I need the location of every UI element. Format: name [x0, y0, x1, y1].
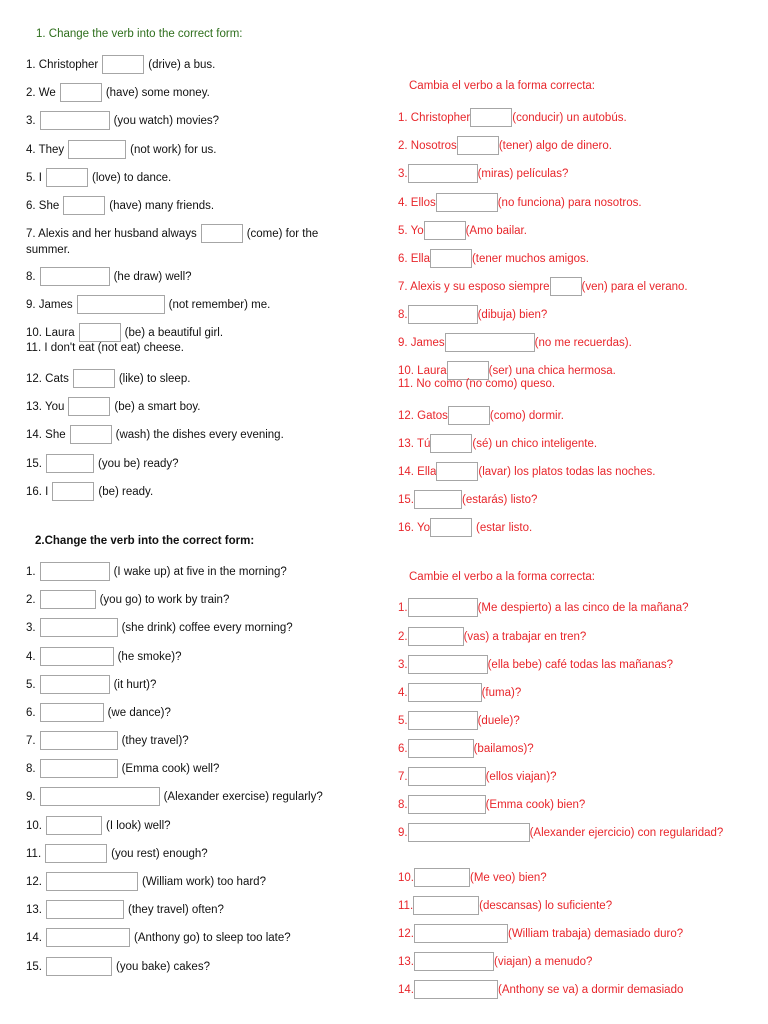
answer-input[interactable]	[40, 675, 110, 694]
answer-input[interactable]	[52, 482, 94, 501]
answer-input[interactable]	[40, 647, 114, 666]
exercise-item: 11. (descansas) lo suficiente?	[398, 896, 612, 915]
section2-heading: 2.Change the verb into the correct form:	[35, 535, 255, 547]
exercise-item: 8. (dibuja) bien?	[398, 305, 547, 324]
exercise-item: 3. (she drink) coffee every morning?	[26, 618, 293, 637]
exercise-item: 14. (Anthony se va) a dormir demasiado	[398, 980, 683, 999]
exercise-item: 5. I (love) to dance.	[26, 168, 171, 187]
exercise-item: 12. (William trabaja) demasiado duro?	[398, 924, 683, 943]
answer-input[interactable]	[40, 590, 96, 609]
answer-input[interactable]	[430, 518, 472, 537]
exercise-item: 1. (I wake up) at five in the morning?	[26, 562, 287, 581]
answer-input[interactable]	[414, 952, 494, 971]
exercise-item: 4. (he smoke)?	[26, 647, 182, 666]
answer-input[interactable]	[408, 795, 486, 814]
answer-input[interactable]	[46, 900, 124, 919]
section2-heading-es: Cambie el verbo a la forma correcta:	[409, 571, 595, 583]
answer-input[interactable]	[470, 108, 512, 127]
answer-input[interactable]	[68, 397, 110, 416]
exercise-item: 14. Ella (lavar) los platos todas las noches.	[398, 462, 655, 481]
answer-input[interactable]	[430, 434, 472, 453]
exercise-item: 6. (we dance)?	[26, 703, 171, 722]
exercise-item: 8. (he draw) well?	[26, 267, 192, 286]
answer-input[interactable]	[73, 369, 115, 388]
answer-input[interactable]	[46, 816, 102, 835]
answer-input[interactable]	[46, 168, 88, 187]
exercise-item: 1. Christopher (conducir) un autobús.	[398, 108, 627, 127]
answer-input[interactable]	[550, 277, 582, 296]
answer-input[interactable]	[430, 249, 472, 268]
answer-input[interactable]	[408, 305, 478, 324]
exercise-item: 13. Tú (sé) un chico inteligente.	[398, 434, 597, 453]
exercise-item: 16. Yo (estar listo.	[398, 518, 532, 537]
answer-input[interactable]	[40, 787, 160, 806]
answer-input[interactable]	[40, 618, 118, 637]
answer-input[interactable]	[408, 711, 478, 730]
answer-input[interactable]	[46, 454, 94, 473]
exercise-item: 13. (they travel) often?	[26, 900, 224, 919]
answer-input[interactable]	[46, 957, 112, 976]
answer-input[interactable]	[408, 683, 482, 702]
answer-input[interactable]	[445, 333, 535, 352]
exercise-item: 10. (Me veo) bien?	[398, 868, 547, 887]
exercise-item: 4. (fuma)?	[398, 683, 521, 702]
answer-input[interactable]	[40, 731, 118, 750]
exercise-item: 2. (vas) a trabajar en tren?	[398, 627, 586, 646]
exercise-item: 10. Laura (ser) una chica hermosa.	[398, 361, 616, 380]
answer-input[interactable]	[457, 136, 499, 155]
answer-input[interactable]	[102, 55, 144, 74]
exercise-item: 5. Yo (Amo bailar.	[398, 221, 527, 240]
answer-input[interactable]	[201, 224, 243, 243]
answer-input[interactable]	[436, 193, 498, 212]
exercise-item: 14. (Anthony go) to sleep too late?	[26, 928, 291, 947]
exercise-item: 10. (I look) well?	[26, 816, 171, 835]
exercise-item: 12. (William work) too hard?	[26, 872, 266, 891]
exercise-item: 2. We (have) some money.	[26, 83, 210, 102]
answer-input[interactable]	[77, 295, 165, 314]
answer-input[interactable]	[408, 655, 488, 674]
answer-input[interactable]	[414, 980, 498, 999]
answer-input[interactable]	[63, 196, 105, 215]
exercise-item: 9. James (no me recuerdas).	[398, 333, 632, 352]
exercise-item: 3. (you watch) movies?	[26, 111, 219, 130]
exercise-item: 12. Cats (like) to sleep.	[26, 369, 190, 388]
exercise-item: 6. She (have) many friends.	[26, 196, 214, 215]
answer-input[interactable]	[408, 598, 478, 617]
exercise-item: 11. No como (no como) queso.	[398, 378, 556, 390]
exercise-item: 9. (Alexander ejercicio) con regularidad?	[398, 823, 728, 842]
answer-input[interactable]	[40, 703, 104, 722]
exercise-item: 1. (Me despierto) a las cinco de la mañana?	[398, 598, 689, 617]
answer-input[interactable]	[413, 896, 479, 915]
answer-input[interactable]	[408, 627, 464, 646]
answer-input[interactable]	[408, 823, 530, 842]
exercise-item: 3. (miras) películas?	[398, 164, 568, 183]
answer-input[interactable]	[414, 490, 462, 509]
answer-input[interactable]	[68, 140, 126, 159]
section1-heading-es: Cambia el verbo a la forma correcta:	[409, 80, 595, 92]
exercise-item: 4. They (not work) for us.	[26, 140, 216, 159]
exercise-item: 1. Christopher (drive) a bus.	[26, 55, 215, 74]
exercise-item: 5. (duele)?	[398, 711, 520, 730]
exercise-item: 4. Ellos (no funciona) para nosotros.	[398, 193, 642, 212]
answer-input[interactable]	[448, 406, 490, 425]
answer-input[interactable]	[40, 267, 110, 286]
exercise-item: 7. Alexis y su esposo siempre (ven) para el verano.	[398, 277, 688, 296]
exercise-item: 7. (ellos viajan)?	[398, 767, 557, 786]
exercise-item: 8. (Emma cook) bien?	[398, 795, 585, 814]
exercise-item: 15. (you be) ready?	[26, 454, 179, 473]
exercise-item: 6. Ella (tener muchos amigos.	[398, 249, 589, 268]
answer-input[interactable]	[408, 739, 474, 758]
exercise-item: 2. (you go) to work by train?	[26, 590, 229, 609]
exercise-item: 5. (it hurt)?	[26, 675, 156, 694]
exercise-item: 8. (Emma cook) well?	[26, 759, 219, 778]
answer-input[interactable]	[46, 928, 130, 947]
answer-input[interactable]	[79, 323, 121, 342]
exercise-item: 6. (bailamos)?	[398, 739, 534, 758]
answer-input[interactable]	[45, 844, 107, 863]
exercise-item: 10. Laura (be) a beautiful girl.	[26, 323, 223, 342]
answer-input[interactable]	[70, 425, 112, 444]
answer-input[interactable]	[40, 111, 110, 130]
exercise-item: 3. (ella bebe) café todas las mañanas?	[398, 655, 673, 674]
answer-input[interactable]	[408, 767, 486, 786]
answer-input[interactable]	[40, 759, 118, 778]
exercise-item: 16. I (be) ready.	[26, 482, 153, 501]
exercise-item: 7. (they travel)?	[26, 731, 189, 750]
exercise-item: 14. She (wash) the dishes every evening.	[26, 425, 284, 444]
exercise-item: 12. Gatos (como) dormir.	[398, 406, 564, 425]
answer-input[interactable]	[414, 868, 470, 887]
answer-input[interactable]	[60, 83, 102, 102]
answer-input[interactable]	[436, 462, 478, 481]
exercise-item: 13. (viajan) a menudo?	[398, 952, 592, 971]
answer-input[interactable]	[408, 164, 478, 183]
exercise-item: 9. James (not remember) me.	[26, 295, 270, 314]
exercise-item: 9. (Alexander exercise) regularly?	[26, 787, 323, 806]
section1-heading: 1. Change the verb into the correct form:	[36, 28, 243, 40]
exercise-item: 13. You (be) a smart boy.	[26, 397, 200, 416]
answer-input[interactable]	[46, 872, 138, 891]
exercise-item: 15. (you bake) cakes?	[26, 957, 210, 976]
answer-input[interactable]	[424, 221, 466, 240]
answer-input[interactable]	[414, 924, 508, 943]
exercise-item: 11. (you rest) enough?	[26, 844, 208, 863]
exercise-item: 2. Nosotros (tener) algo de dinero.	[398, 136, 612, 155]
exercise-item: 15. (estarás) listo?	[398, 490, 537, 509]
exercise-item: 11. I don't eat (not eat) cheese.	[26, 342, 184, 354]
exercise-item: 7. Alexis and her husband always (come) for the summer.	[26, 224, 351, 257]
answer-input[interactable]	[40, 562, 110, 581]
